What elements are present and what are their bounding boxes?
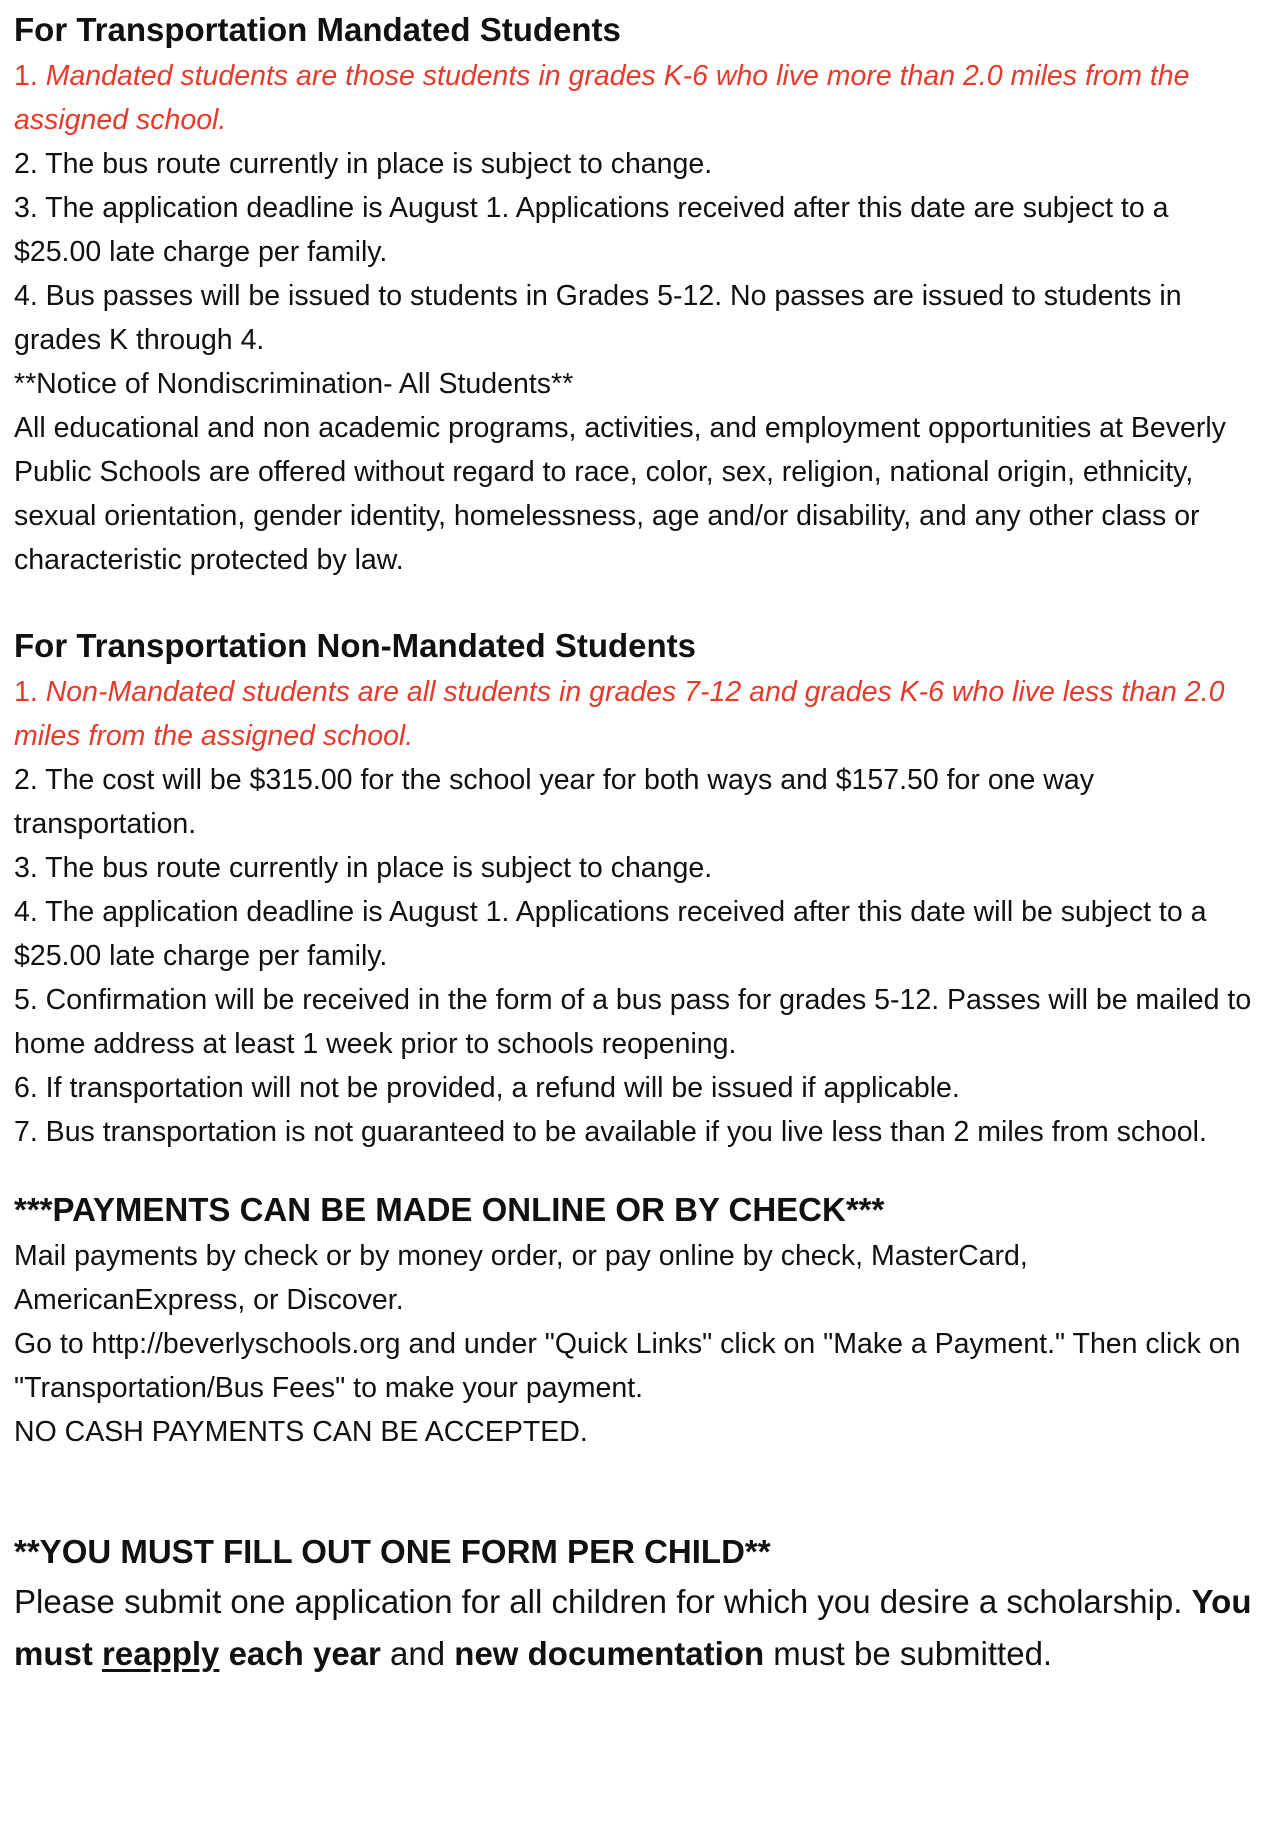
payments-line-2: Go to http://beverlyschools.org and under "Quick Links" click on "Make a Payment." Then click on "Transportation/Bus Fees" to make your payment. xyxy=(14,1328,1241,1404)
spacer xyxy=(14,1454,1258,1532)
form-section xyxy=(14,1532,1258,1680)
form-bold-b: each year xyxy=(219,1635,381,1672)
form-instructions xyxy=(14,1576,1258,1680)
payments-heading: ***PAYMENTS CAN BE MADE ONLINE OR BY CHECK*** xyxy=(14,1191,885,1228)
payments-line-3: NO CASH PAYMENTS CAN BE ACCEPTED. xyxy=(14,1416,588,1448)
non-mandated-item-5: 5. Confirmation will be received in the form of a bus pass for grades 5-12. Passes will be mailed to home address at least 1 week prior to schools reopening. xyxy=(14,984,1252,1060)
non-mandated-section xyxy=(14,626,1258,1154)
non-mandated-item-6: 6. If transportation will not be provided, a refund will be issued if applicable. xyxy=(14,1072,960,1104)
mandated-item-3: 3. The application deadline is August 1. Applications received after this date are subject to a $25.00 late charge per family. xyxy=(14,192,1169,268)
mandated-heading: For Transportation Mandated Students xyxy=(14,11,621,48)
mandated-item-4: 4. Bus passes will be issued to students in Grades 5-12. No passes are issued to students in grades K through 4. xyxy=(14,280,1182,356)
mandated-item-1-text: Mandated students are those students in grades K-6 who live more than 2.0 miles from the assigned school. xyxy=(14,60,1190,136)
form-bold-c: new documentation xyxy=(454,1635,765,1672)
mandated-section xyxy=(14,10,1258,582)
spacer xyxy=(14,582,1258,626)
non-mandated-item-1-number: 1. xyxy=(14,676,38,708)
non-mandated-item-7: 7. Bus transportation is not guaranteed to be available if you live less than 2 miles from school. xyxy=(14,1116,1207,1148)
form-heading: **YOU MUST FILL OUT ONE FORM PER CHILD** xyxy=(14,1533,771,1570)
form-reapply-underline: reapply xyxy=(102,1635,220,1672)
form-text-a: Please submit one application for all children for which you desire a scholarship. xyxy=(14,1583,1192,1620)
spacer xyxy=(14,1154,1258,1190)
non-mandated-item-4: 4. The application deadline is August 1. Applications received after this date will be subject to a $25.00 late charge per family. xyxy=(14,896,1207,972)
payments-section xyxy=(14,1190,1258,1454)
nondiscrimination-text: All educational and non academic programs, activities, and employment opportunities at Beverly Public Schools are offered without regard to race, color, sex, religion, national origin, ethnicity, sexual orientation, gender identity, homelessness, age and/or disability, and any other class or characteristic protected by law. xyxy=(14,412,1226,576)
form-text-c: must be submitted. xyxy=(764,1635,1053,1672)
nondiscrimination-title: **Notice of Nondiscrimination- All Students** xyxy=(14,368,574,400)
non-mandated-item-1 xyxy=(14,670,1258,758)
non-mandated-heading: For Transportation Non-Mandated Students xyxy=(14,627,696,664)
non-mandated-item-2: 2. The cost will be $315.00 for the school year for both ways and $157.50 for one way transportation. xyxy=(14,764,1094,840)
form-text-b: and xyxy=(380,1635,455,1672)
payments-line-1: Mail payments by check or by money order, or pay online by check, MasterCard, AmericanExpress, or Discover. xyxy=(14,1240,1028,1316)
mandated-item-1-number: 1. xyxy=(14,60,38,92)
form-bold-a: You must xyxy=(14,1583,1252,1672)
mandated-item-1 xyxy=(14,54,1258,142)
non-mandated-item-1-text: Non-Mandated students are all students in grades 7-12 and grades K-6 who live less than 2.0 miles from the assigned school. xyxy=(14,676,1225,752)
mandated-item-2: 2. The bus route currently in place is subject to change. xyxy=(14,148,713,180)
non-mandated-item-3: 3. The bus route currently in place is subject to change. xyxy=(14,852,713,884)
